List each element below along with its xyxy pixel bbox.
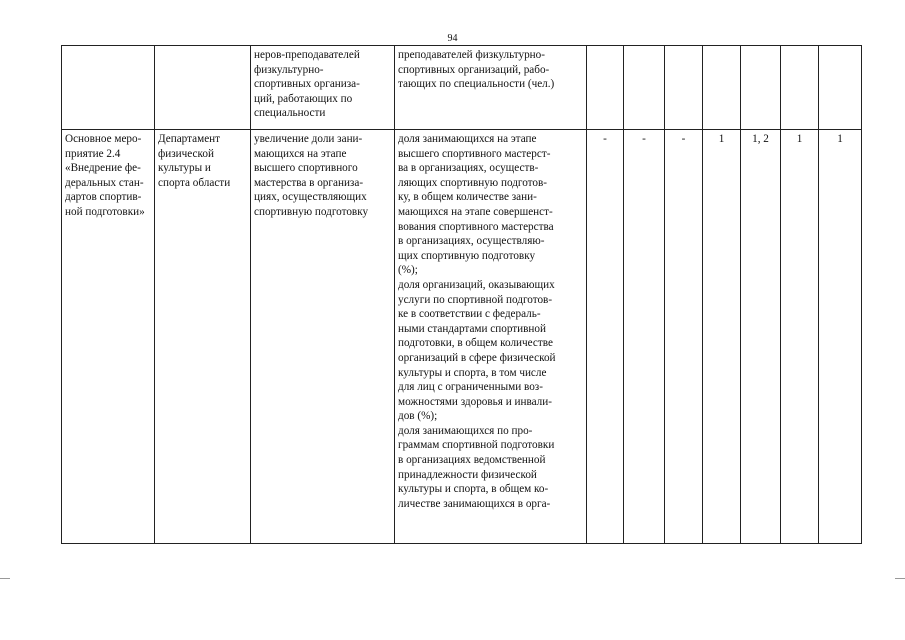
table-row-continued <box>62 46 862 130</box>
scan-edge-mark-left <box>0 578 10 579</box>
scan-edge-mark-right <box>895 578 905 579</box>
cell-result: увеличение доли зани- мающихся на этапе высшего спортивного мастерства в организа- циях, осуществляющих спортивную подготовку <box>251 130 395 544</box>
cell-value <box>587 46 624 130</box>
cell-executor <box>155 46 251 130</box>
cell-executor: Департамент физической культуры и спорта области <box>155 130 251 544</box>
cell-indicators: преподавателей физкультурно- спортивных организаций, рабо- тающих по специальности (чел.) <box>395 46 587 130</box>
cell-value <box>781 46 819 130</box>
table-row-main <box>62 130 862 544</box>
cell-value <box>703 46 741 130</box>
cell-activity <box>62 46 155 130</box>
cell-value: 1 <box>703 130 741 544</box>
cell-result: неров-преподавателей физкультурно- спортивных организа- ций, работающих по специальности <box>251 46 395 130</box>
cell-value <box>624 46 665 130</box>
cell-activity: Основное меро- приятие 2.4 «Внедрение фе- деральных стан- дартов спортив- ной подготовки» <box>62 130 155 544</box>
cell-value: - <box>587 130 624 544</box>
cell-value: 1, 2 <box>741 130 781 544</box>
cell-indicators: доля занимающихся на этапе высшего спортивного мастерст- ва в организациях, осуществ- ляющих спортивную подготов- ку, в общем количестве зани- мающихся на этапе совершенст- вования спортивного мастерства в организациях, осуществляю- щих спортивную подготовку (%); доля организаций, оказывающих услуги по спортивной подготов- ке в соответствии с федераль- ными стандартами спортивной подготовки, в общем количестве организаций в сфере физической культуры и спорта, в том числе для лиц с ограниченными воз- можностями здоровья и инвали- дов (%); доля занимающихся по про- граммам спортивной подготовки в организациях ведомственной принадлежности физической культуры и спорта, в общем ко- личестве занимающихся в орга- <box>395 130 587 544</box>
program-table <box>61 45 862 544</box>
cell-value: - <box>624 130 665 544</box>
cell-value <box>665 46 703 130</box>
cell-value: - <box>665 130 703 544</box>
page-number: 94 <box>447 33 458 44</box>
cell-value: 1 <box>781 130 819 544</box>
cell-value: 1 <box>819 130 862 544</box>
cell-value <box>741 46 781 130</box>
cell-value <box>819 46 862 130</box>
